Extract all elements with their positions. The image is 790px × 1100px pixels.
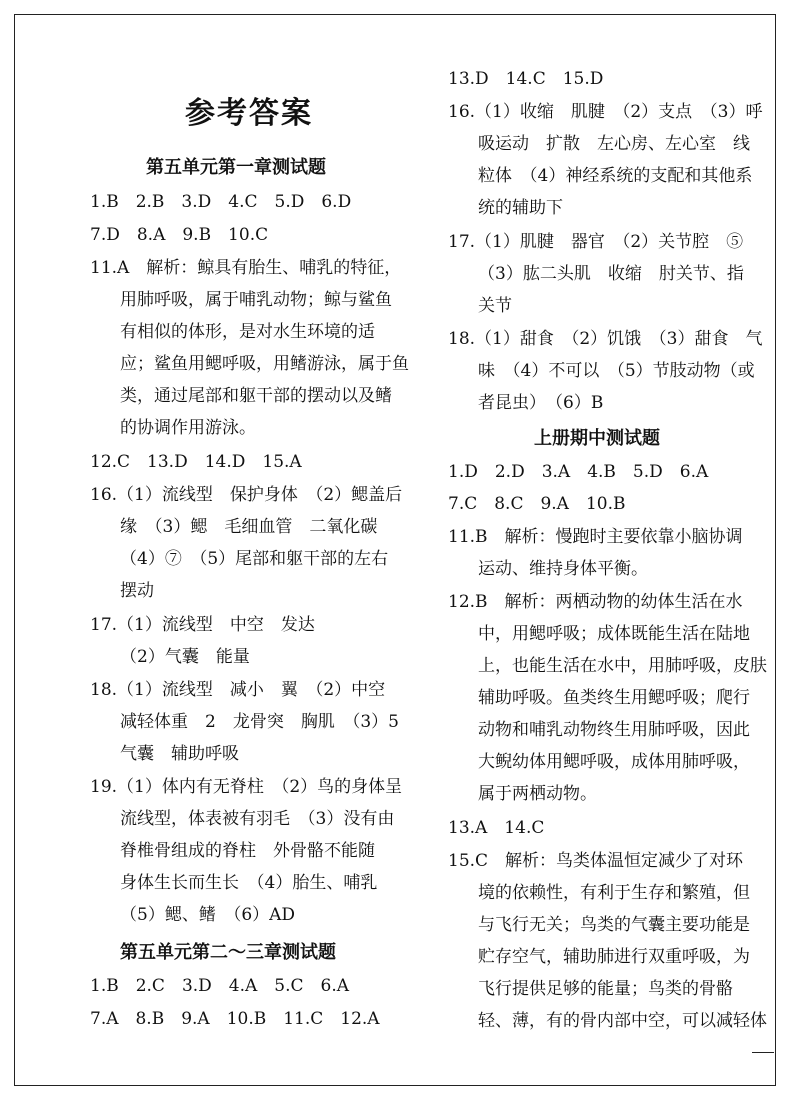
answer-line: 关节	[478, 296, 512, 316]
answer-line: 摆动	[120, 581, 154, 601]
answer-line: 13.D 14.C 15.D	[448, 69, 604, 89]
answer-line: 脊椎骨组成的脊柱 外骨骼不能随	[120, 841, 375, 861]
answer-line: 17.（1）流线型 中空 发达	[90, 615, 315, 635]
section-title-midterm: 上册期中测试题	[534, 428, 660, 449]
answer-line: 缘 （3）鳃 毛细血管 二氧化碳	[120, 517, 378, 537]
answer-line: 辅助呼吸。鱼类终生用鳃呼吸；爬行	[478, 688, 750, 708]
answer-line: 的协调作用游泳。	[120, 418, 256, 438]
answer-line: 7.C 8.C 9.A 10.B	[448, 494, 626, 514]
answer-line: 12.B 解析：两栖动物的幼体生活在水	[448, 592, 743, 612]
answer-line: 减轻体重 2 龙骨突 胸肌 （3）5	[120, 712, 399, 732]
answer-line: 1.D 2.D 3.A 4.B 5.D 6.A	[448, 462, 709, 482]
answer-line: 身体生长而生长 （4）胎生、哺乳	[120, 873, 378, 893]
answer-line: 11.B 解析：慢跑时主要依靠小脑协调	[448, 527, 743, 547]
page-title: 参考答案	[185, 96, 313, 131]
answer-line: 大鲵幼体用鳃呼吸，成体用肺呼吸，	[478, 752, 750, 772]
answer-line: （4）⑦ （5）尾部和躯干部的左右	[120, 549, 389, 569]
answer-line: 12.C 13.D 14.D 15.A	[90, 452, 302, 472]
answer-line: 1.B 2.C 3.D 4.A 5.C 6.A	[90, 976, 350, 996]
answer-line: 运动、维持身体平衡。	[478, 559, 648, 579]
answer-line: 7.A 8.B 9.A 10.B 11.C 12.A	[90, 1009, 380, 1029]
answer-line: 属于两栖动物。	[478, 784, 597, 804]
answer-line: 15.C 解析：鸟类体温恒定减少了对环	[448, 851, 744, 871]
answer-line: 类，通过尾部和躯干部的摆动以及鳍	[120, 386, 392, 406]
answer-line: 1.B 2.B 3.D 4.C 5.D 6.D	[90, 192, 352, 212]
answer-line: 者昆虫） （6）B	[478, 393, 604, 413]
answer-line: 动物和哺乳动物终生用肺呼吸，因此	[478, 720, 750, 740]
answer-line: 轻、薄，有的骨内部中空，可以减轻体	[478, 1011, 767, 1031]
answer-line: 13.A 14.C	[448, 818, 545, 838]
answer-line: （2）气囊 能量	[120, 647, 250, 667]
answer-line: 11.A 解析：鲸具有胎生、哺乳的特征，	[90, 258, 402, 278]
answer-line: 与飞行无关；鸟类的气囊主要功能是	[478, 915, 750, 935]
answer-line: 7.D 8.A 9.B 10.C	[90, 225, 269, 245]
answer-line: 流线型，体表被有羽毛 （3）没有由	[120, 809, 395, 829]
answer-line: 18.（1）甜食 （2）饥饿 （3）甜食 气	[448, 329, 763, 349]
answer-line: 16.（1）收缩 肌腱 （2）支点 （3）呼	[448, 102, 763, 122]
answer-line: 有相似的体形，是对水生环境的适	[120, 322, 375, 342]
section-title-unit5-ch1: 第五单元第一章测试题	[146, 157, 326, 178]
answer-line: 用肺呼吸，属于哺乳动物；鲸与鲨鱼	[120, 290, 392, 310]
answer-line: 19.（1）体内有无脊柱 （2）鸟的身体呈	[90, 777, 403, 797]
answer-line: 17.（1）肌腱 器官 （2）关节腔 ⑤	[448, 232, 744, 252]
section-title-unit5-ch2-3: 第五单元第二～三章测试题	[120, 942, 336, 963]
answer-line: 16.（1）流线型 保护身体 （2）鳃盖后	[90, 485, 403, 505]
answer-line: 粒体 （4）神经系统的支配和其他系	[478, 166, 753, 186]
answer-line: 飞行提供足够的能量；鸟类的骨骼	[478, 979, 733, 999]
answer-line: 气囊 辅助呼吸	[120, 744, 239, 764]
answer-line: 上，也能生活在水中，用肺呼吸，皮肤	[478, 656, 767, 676]
answer-line: 统的辅助下	[478, 198, 563, 218]
page-corner-rule	[752, 1052, 774, 1053]
answer-line: 贮存空气，辅助肺进行双重呼吸，为	[478, 947, 750, 967]
answer-line: 中，用鳃呼吸；成体既能生活在陆地	[478, 624, 750, 644]
answer-line: 境的依赖性，有利于生存和繁殖，但	[478, 883, 750, 903]
answer-line: 18.（1）流线型 减小 翼 （2）中空	[90, 680, 386, 700]
answer-line: 味 （4）不可以 （5）节肢动物（或	[478, 361, 755, 381]
answer-line: 应；鲨鱼用鳃呼吸，用鳍游泳，属于鱼	[120, 354, 409, 374]
answer-line: 吸运动 扩散 左心房、左心室 线	[478, 134, 750, 154]
answer-line: （5）鳃、鳍 （6）AD	[120, 905, 296, 925]
answer-line: （3）肱二头肌 收缩 肘关节、指	[478, 264, 744, 284]
